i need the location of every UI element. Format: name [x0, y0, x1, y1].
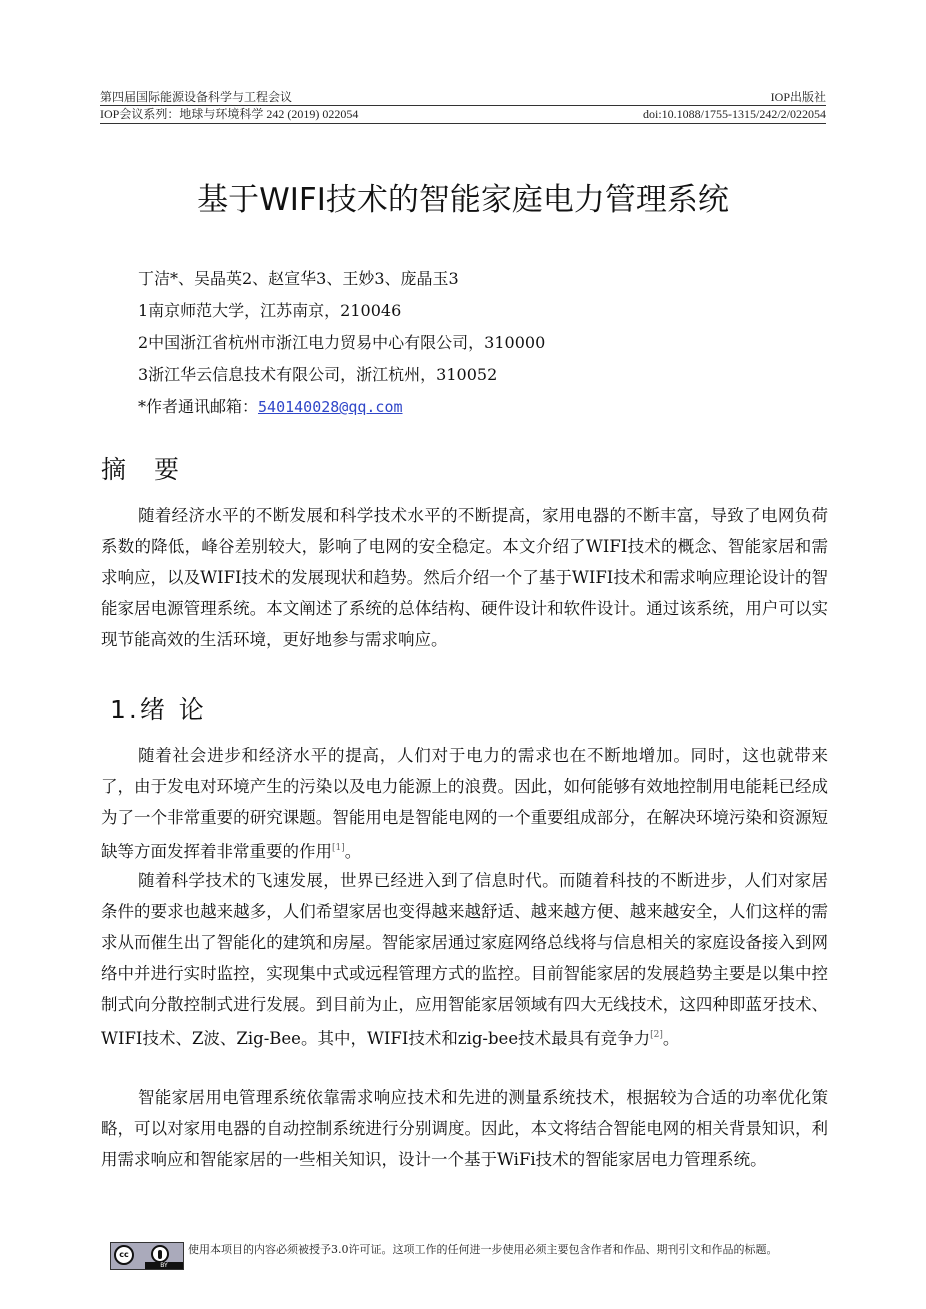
affiliation-2: 2中国浙江省杭州市浙江电力贸易中心有限公司，310000	[138, 333, 546, 352]
paragraph-end: 。	[662, 1029, 680, 1048]
abstract-text: 随着经济水平的不断发展和科学技术水平的不断提高，家用电器的不断丰富，导致了电网负荷系数的降低，峰谷差别较大，影响了电网的安全稳定。本文介绍了WIFI技术的概念、智能家居和需求响应，以及WIFI技术的发展现状和趋势。然后介绍一个了基于WIFI技术和需求响应理论设计的智能家居电源管理系统。本文阐述了系统的总体结构、硬件设计和软件设计。通过该系统，用户可以实现节能高效的生活环境，更好地参与需求响应。	[101, 506, 828, 649]
intro-paragraph-1	[101, 740, 828, 867]
email-link[interactable]: 540140028@qq.com	[258, 398, 403, 416]
intro-paragraph-2	[101, 865, 828, 1054]
doi: doi:10.1088/1755-1315/242/2/022054	[643, 107, 826, 121]
license-text: 使用本项目的内容必须被授予3.0许可证。这项工作的任何进一步使用必须主要包含作者和作品、期刊引文和作品的标题。	[188, 1243, 778, 1256]
header-rule	[100, 105, 826, 106]
intro-paragraph-3: 智能家居用电管理系统依靠需求响应技术和先进的测量系统技术，根据较为合适的功率优化策略，可以对家用电器的自动控制系统进行分别调度。因此，本文将结合智能电网的相关背景知识，利用需求响应和智能家居的一些相关知识，设计一个基于WiFi技术的智能家居电力管理系统。	[101, 1088, 828, 1169]
series-info: IOP会议系列：地球与环境科学 242 (2019) 022054	[100, 107, 359, 121]
header-rule-bottom	[100, 123, 826, 124]
paragraph-text: 随着科学技术的飞速发展，世界已经进入到了信息时代。而随着科技的不断进步，人们对家居条件的要求也越来越多，人们希望家居也变得越来越舒适、越来越方便、越来越安全，人们这样的需求从而催生出了智能化的建筑和房屋。智能家居通过家庭网络总线将与信息相关的家庭设备接入到网络中并进行实时监控，实现集中式或远程管理方式的监控。目前智能家居的发展趋势主要是以集中控制式向分散控制式进行发展。到目前为止，应用智能家居领域有四大无线技术，这四种即蓝牙技术、WIFI技术、Z波、Zig-Bee。其中，WIFI技术和zig-bee技术最具有竞争力	[101, 871, 828, 1048]
paragraph-text: 随着社会进步和经济水平的提高，人们对于电力的需求也在不断地增加。同时，这也就带来了，由于发电对环境产生的污染以及电力能源上的浪费。因此，如何能够有效地控制用电能耗已经成为了一个非常重要的研究课题。智能用电是智能电网的一个重要组成部分，在解决环境污染和资源短缺等方面发挥着非常重要的作用	[101, 746, 828, 861]
publisher-name: IOP出版社	[770, 90, 826, 104]
citation-1[interactable]: [1]	[332, 843, 345, 853]
attribution-icon	[151, 1245, 169, 1263]
by-label: BY	[145, 1262, 183, 1269]
running-header-bottom	[100, 107, 826, 121]
author-names: 丁洁*、吴晶英2、赵宣华3、王妙3、庞晶玉3	[138, 269, 459, 288]
conference-name: 第四届国际能源设备科学与工程会议	[100, 90, 293, 104]
abstract-heading: 摘 要	[101, 455, 189, 484]
paper-title: 基于WIFI技术的智能家庭电力管理系统	[197, 182, 729, 218]
cc-by-badge[interactable]	[110, 1242, 184, 1270]
license-footer	[110, 1242, 830, 1278]
section-heading-introduction: 1.绪 论	[110, 695, 207, 724]
affiliation-1: 1南京师范大学，江苏南京，210046	[138, 301, 402, 320]
email-label: *作者通讯邮箱：	[138, 397, 259, 416]
affiliation-3: 3浙江华云信息技术有限公司，浙江杭州，310052	[138, 365, 498, 384]
cc-icon: cc	[114, 1245, 134, 1265]
running-header-top	[100, 90, 826, 104]
author-block	[138, 263, 545, 423]
corresponding-email	[138, 391, 545, 423]
paragraph-end: 。	[344, 842, 362, 861]
citation-2[interactable]: [2]	[650, 1030, 663, 1040]
